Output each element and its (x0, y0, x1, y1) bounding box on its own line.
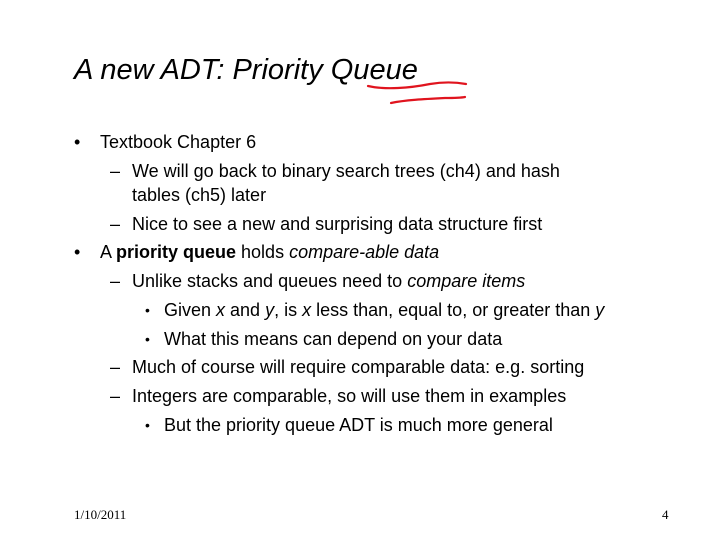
sub-bullet-binary-search-trees-cont: tables (ch5) later (132, 185, 267, 205)
sub-bullet-marker: – (110, 214, 121, 234)
bullet-marker: • (74, 242, 81, 262)
sub-bullet-integers: Integers are comparable, so will use them in examples (132, 386, 567, 406)
sub-bullet-marker: – (110, 271, 121, 291)
bullet-textbook-chapter: Textbook Chapter 6 (100, 132, 257, 152)
footer-date: 1/10/2011 (74, 507, 127, 522)
italic-term: compare items (407, 271, 526, 291)
bullet-priority-queue (100, 240, 439, 264)
text-segment: A (100, 242, 117, 262)
sub-bullet-marker: – (110, 357, 121, 377)
text-segment: Given (164, 300, 217, 320)
text-segment: Unlike stacks and queues need to (132, 271, 408, 291)
sub-bullet-marker: – (110, 386, 121, 406)
italic-term: compare-able data (289, 242, 440, 262)
sub-bullet-compare-items (132, 269, 525, 293)
italic-var: y (265, 300, 275, 320)
text-segment: less than, equal to, or greater than (311, 300, 596, 320)
sub-bullet-marker: – (110, 161, 121, 181)
text-segment: and (225, 300, 266, 320)
sub-sub-bullet-depends-on-data: What this means can depend on your data (164, 329, 503, 349)
sub-bullet-sorting: Much of course will require comparable data: e.g. sorting (132, 357, 585, 377)
bullet-marker: • (74, 132, 81, 152)
sub-sub-bullet-marker: • (145, 331, 150, 347)
slide-title: A new ADT: Priority Queue (74, 54, 418, 86)
sub-bullet-binary-search-trees: We will go back to binary search trees (ch4) and hash (132, 161, 560, 181)
italic-var: y (595, 300, 605, 320)
text-segment: holds (236, 242, 290, 262)
italic-var: x (302, 300, 312, 320)
text-segment: , is (274, 300, 303, 320)
bold-term: priority queue (116, 242, 237, 262)
sub-sub-bullet-more-general: But the priority queue ADT is much more general (164, 415, 553, 435)
sub-sub-bullet-marker: • (145, 417, 150, 433)
sub-sub-bullet-given-x-y (164, 298, 604, 322)
sub-sub-bullet-marker: • (145, 302, 150, 318)
page-number: 4 (662, 507, 669, 522)
italic-var: x (216, 300, 226, 320)
sub-bullet-new-structure: Nice to see a new and surprising data structure first (132, 214, 543, 234)
